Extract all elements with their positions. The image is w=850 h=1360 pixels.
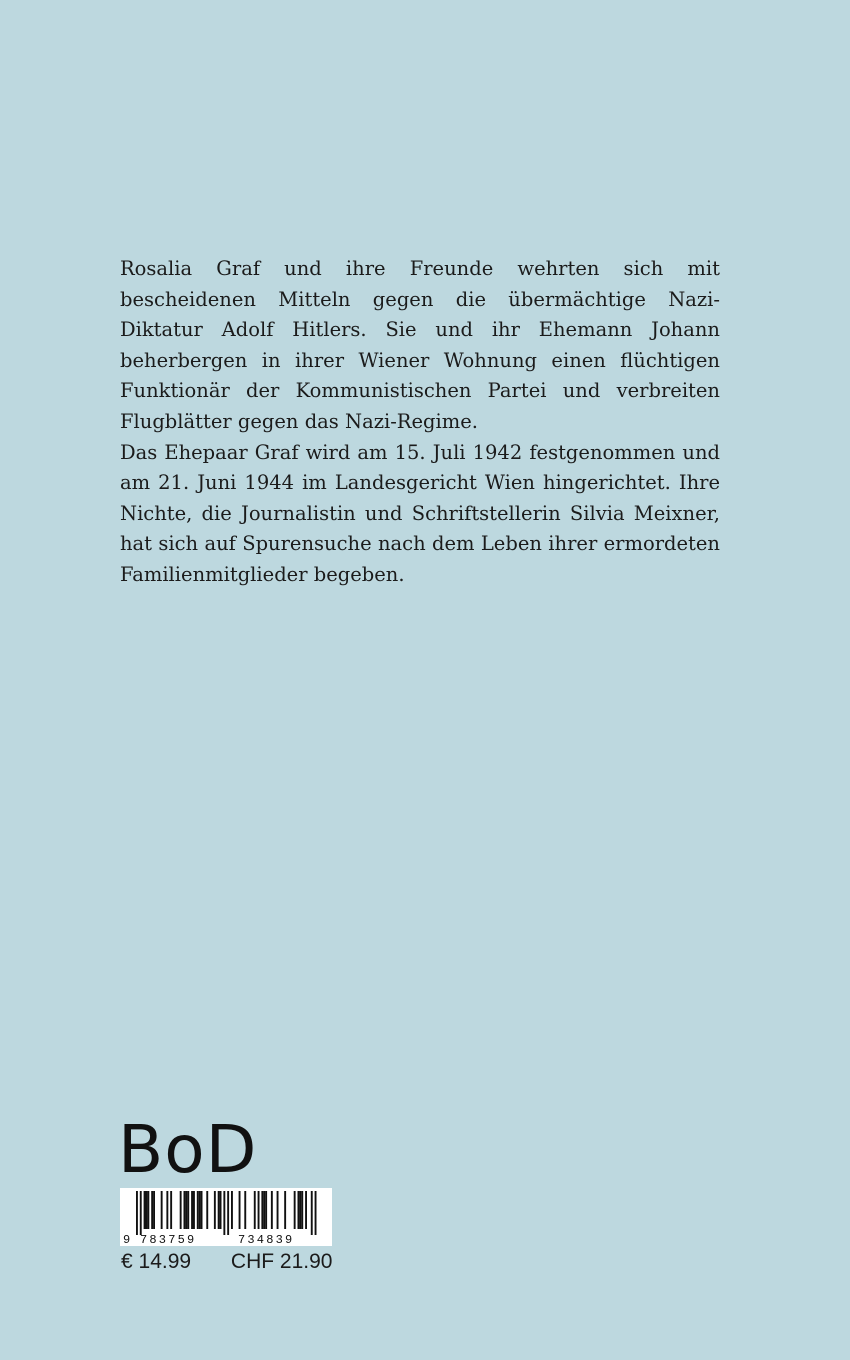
barcode-bar: [197, 1191, 199, 1229]
barcode-bar: [299, 1191, 301, 1229]
barcode-bar: [161, 1191, 163, 1229]
barcode-bar: [244, 1191, 246, 1229]
barcode-bar: [294, 1191, 296, 1229]
barcode-bar: [153, 1191, 155, 1229]
barcode-bar: [191, 1191, 193, 1229]
barcode-bar: [184, 1191, 186, 1229]
barcode-bar: [227, 1191, 229, 1235]
barcode-bar: [146, 1191, 148, 1229]
barcode-graphic: [120, 1188, 332, 1246]
barcode-bar: [265, 1191, 267, 1229]
barcode-bar: [201, 1191, 203, 1229]
barcode-bar: [277, 1191, 279, 1229]
barcode-bar: [258, 1191, 260, 1229]
barcode-bar: [305, 1191, 307, 1229]
barcode-bar: [311, 1191, 313, 1235]
barcode-bar: [206, 1191, 208, 1229]
barcode-prefix-digit: 9: [123, 1233, 131, 1246]
barcode-bar: [254, 1191, 256, 1229]
barcode-bar: [214, 1191, 216, 1229]
barcode-bars: [136, 1191, 317, 1235]
price-eur: € 14.99: [121, 1250, 192, 1273]
price-chf: CHF 21.90: [230, 1250, 333, 1273]
barcode-bar: [170, 1191, 172, 1229]
back-cover-blurb: [120, 254, 720, 591]
blurb-paragraph-1: Rosalia Graf und ihre Freunde wehrten sich mit bescheidenen Mitteln gegen die übermächtige Nazi-Diktatur Adolf Hitlers. Sie und ihr Ehemann Johann beherbergen in ihrer Wiener Wohnung einen flüchtigen Funktionär der Kommunistischen Partei und verbreiten Flugblätter gegen das Nazi-Regime.: [120, 257, 720, 433]
barcode-bar: [239, 1191, 241, 1229]
barcode-bar: [223, 1191, 225, 1235]
barcode-bar: [231, 1191, 233, 1229]
isbn-barcode: [120, 1188, 332, 1246]
barcode-bar: [180, 1191, 182, 1229]
barcode-bar: [199, 1191, 201, 1229]
barcode-bar: [298, 1191, 300, 1229]
barcode-bar: [218, 1191, 220, 1229]
barcode-bar: [315, 1191, 317, 1235]
barcode-bar: [271, 1191, 273, 1229]
barcode-bar: [144, 1191, 146, 1229]
barcode-right-digits: 734839: [238, 1233, 295, 1246]
barcode-bar: [151, 1191, 153, 1229]
barcode-bar: [220, 1191, 222, 1229]
publisher-logo: BoD: [118, 1111, 258, 1188]
barcode-bar: [187, 1191, 189, 1229]
barcode-left-digits: 783759: [140, 1233, 197, 1246]
barcode-bar: [166, 1191, 168, 1229]
barcode-bar: [147, 1191, 149, 1229]
price-line: [121, 1248, 332, 1276]
blurb-paragraph-2: Das Ehepaar Graf wird am 15. Juli 1942 festgenommen und am 21. Juni 1944 im Landesgericht Wien hingerichtet. Ihre Nichte, die Journalistin und Schriftstellerin Silvia Meixner, hat sich auf Spurensuche nach dem Leben ihrer ermordeten Familienmitglieder begeben.: [120, 440, 720, 586]
barcode-bar: [140, 1191, 142, 1235]
barcode-bar: [185, 1191, 187, 1229]
barcode-bar: [301, 1191, 303, 1229]
barcode-bar: [261, 1191, 263, 1229]
barcode-bar: [193, 1191, 195, 1229]
barcode-bar: [263, 1191, 265, 1229]
barcode-bar: [136, 1191, 138, 1235]
barcode-bar: [284, 1191, 286, 1229]
